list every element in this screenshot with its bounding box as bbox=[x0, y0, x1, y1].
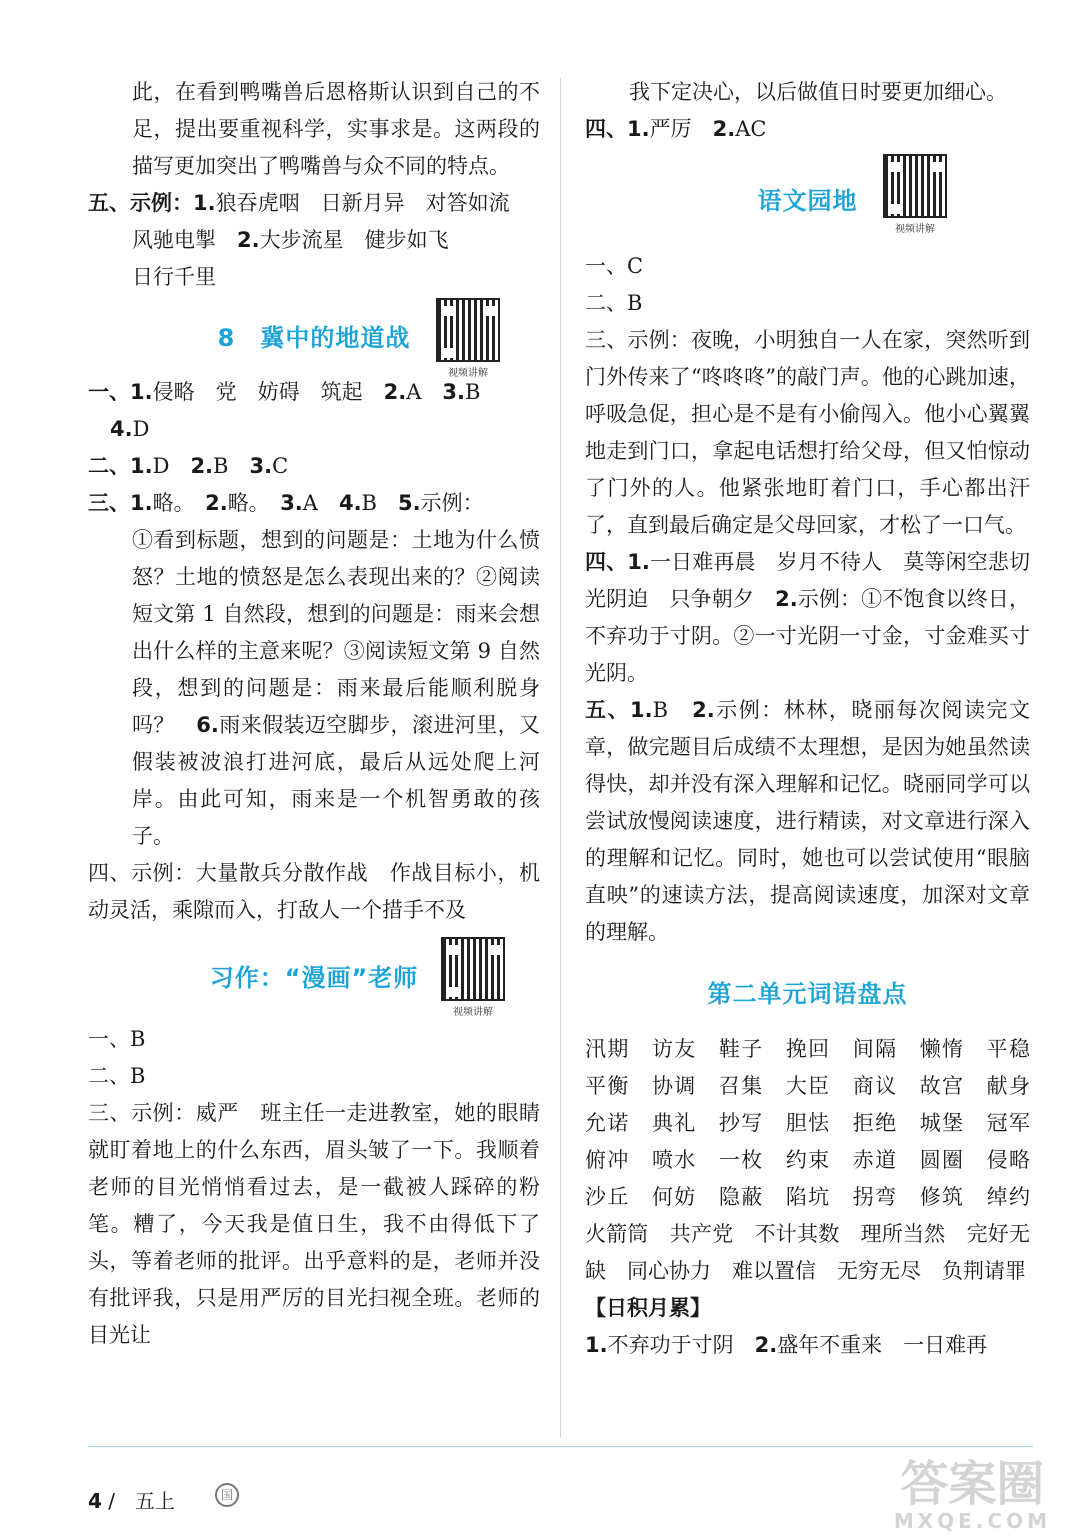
left-column bbox=[88, 74, 540, 1354]
q5-c: 大步流星 健步如飞 bbox=[259, 228, 449, 252]
s8-q2-e: C bbox=[272, 454, 289, 478]
s8-q3 bbox=[88, 485, 540, 522]
watermark-url: MXQE.COM bbox=[893, 1509, 1051, 1533]
column-divider bbox=[560, 78, 561, 1438]
r-q4-b: 2. bbox=[712, 117, 736, 141]
s8-q1-line2 bbox=[88, 411, 540, 448]
rj-1a: 不弃功于寸阴 bbox=[607, 1333, 734, 1357]
s8-q3-c: 略。 bbox=[227, 491, 260, 515]
q5-head: 五、示例：1. bbox=[88, 191, 216, 215]
s8-q1-b: 2. bbox=[383, 380, 407, 404]
watermark bbox=[893, 1456, 1051, 1534]
section-8-header bbox=[88, 296, 540, 379]
y4-b: 2. bbox=[775, 587, 798, 611]
y5-a: B bbox=[652, 698, 669, 722]
cont-line: 我下定决心，以后做值日时要更加细心。 bbox=[629, 80, 1007, 104]
qr-code-ywyd[interactable] bbox=[880, 154, 950, 235]
qr-caption: 视频讲解 bbox=[448, 368, 488, 379]
footer bbox=[88, 1485, 175, 1514]
rj-2a: 盛年不重来 一日难再 bbox=[777, 1333, 988, 1357]
s8-q4: 四、示例：大量散兵分散作战 作战目标小，机动灵活，乘隙而入，打敌人一个措手不及 bbox=[88, 861, 540, 922]
qr-code-8[interactable] bbox=[433, 298, 503, 379]
s8-q2-c: B bbox=[213, 454, 229, 478]
rjyl-heading: 【日积月累】 bbox=[585, 1296, 711, 1320]
rjyl-line bbox=[585, 1327, 1030, 1364]
s8-q1-e: B bbox=[464, 380, 481, 404]
page-number: 4 bbox=[88, 1489, 102, 1513]
s8-q3-e: A bbox=[302, 491, 318, 515]
y4-num: 四、1. bbox=[585, 550, 650, 574]
xz-header bbox=[88, 929, 540, 1021]
r-q4 bbox=[585, 111, 1030, 148]
y5-num: 五、1. bbox=[585, 698, 653, 722]
s8-q3-g: B bbox=[361, 491, 377, 515]
q5-a: 狼吞虎咽 日新月异 对答如流 bbox=[215, 191, 510, 215]
qr-code-icon bbox=[436, 298, 500, 362]
s8-q1-c: A bbox=[406, 380, 422, 404]
s8-q3-body bbox=[88, 522, 540, 855]
s8-q3-6: 6. bbox=[196, 713, 219, 737]
y5-c: 示例：林林，晓丽每次阅读完文章，做完题目后成绩不太理想，是因为她虽然读得快，却并没有深入理解和记忆。晓丽同学可以尝试放慢阅读速度，进行精读，对文章进行深入的理解和记忆。同时，她也可以尝试使用“眼脑直映”的速读方法，提高阅读速度，加深对文章的理解。 bbox=[585, 698, 1031, 944]
footer-rule bbox=[88, 1446, 1033, 1447]
s8-q3-a: 略。 bbox=[152, 491, 185, 515]
y5-b: 2. bbox=[692, 698, 715, 722]
s8-q3-num: 三、1. bbox=[88, 491, 153, 515]
watermark-title: 答案圈 bbox=[900, 1456, 1045, 1512]
q5-line2 bbox=[88, 222, 540, 259]
intro-paragraph: 此，在看到鸭嘴兽后恩格斯认识到自己的不足，提出要重视科学，实事求是。这两段的描写更加突出了鸭嘴兽与众不同的特点。 bbox=[132, 80, 540, 178]
s8-q2-d: 3. bbox=[249, 454, 273, 478]
s8-q1-num: 一、1. bbox=[88, 380, 153, 404]
s8-q3-d: 3. bbox=[280, 491, 303, 515]
r-q4-c: AC bbox=[735, 117, 767, 141]
y4 bbox=[585, 544, 1052, 692]
s8-q2-a: D bbox=[152, 454, 170, 478]
q5-line3: 日行千里 bbox=[132, 265, 216, 289]
word-list: 汛期 访友 鞋子 挽回 间隔 懒惰 平稳 平衡 协调 召集 大臣 商议 故宫 献身 允诺 典礼 抄写 胆怯 拒绝 城堡 冠军 俯冲 喷水 一枚 约束 赤道 圆圈 侵略 沙丘 何妨 隐蔽 陷坑 拐弯 修筑 绰约 火箭筒 共产党 不计其数 理所当然 完好无缺 同心协力 难以置信 无穷无尽 负荆请罪 bbox=[585, 1037, 1051, 1283]
xz-q1: 一、B bbox=[88, 1027, 146, 1051]
section-8-title: 8 冀中的地道战 bbox=[217, 323, 411, 352]
s8-q1-d: 3. bbox=[442, 380, 465, 404]
y4-c: 示例：①不饱食以终日，不弃功于寸阴。②一寸光阴一寸金，寸金难买寸光阴。 bbox=[585, 587, 1031, 685]
unit-header bbox=[585, 951, 1030, 1031]
rj-2: 2. bbox=[754, 1333, 778, 1357]
s8-q3-b: 2. bbox=[205, 491, 228, 515]
r-q4-num: 四、1. bbox=[585, 117, 650, 141]
rj-1: 1. bbox=[585, 1333, 608, 1357]
s8-q1 bbox=[88, 374, 540, 411]
s8-q3-body-text: ①看到标题，想到的问题是：土地为什么愤怒？土地的愤怒是怎么表现出来的？②阅读短文第 1 自然段，想到的问题是：雨来会想出什么样的主意来呢？③阅读短文第 9 自然段，想到的问题是：雨来最后能顺利脱身吗？ bbox=[132, 528, 540, 737]
edition-badge-icon: 国 bbox=[215, 1483, 239, 1507]
q5-b: 风驰电掣 bbox=[132, 228, 216, 252]
qr-caption: 视频讲解 bbox=[453, 1007, 493, 1018]
y3: 三、示例：夜晚，小明独自一人在家，突然听到门外传来了“咚咚咚”的敲门声。他的心跳加速，呼吸急促，担心是不是有小偷闯入。他小心翼翼地走到门口，拿起电话想打给父母，但又怕惊动了门外的人。他紧张地盯着门口，手心都出汗了，直到最后确定是父母回家，才松了一口气。 bbox=[585, 328, 1030, 537]
ywyd-title: 语文园地 bbox=[757, 186, 858, 215]
xz-q2: 二、B bbox=[88, 1064, 146, 1088]
s8-q3-i: 示例： bbox=[420, 491, 484, 515]
y1: 一、C bbox=[585, 254, 644, 278]
ywyd-header bbox=[585, 148, 1030, 248]
qr-code-xz[interactable] bbox=[438, 937, 508, 1018]
grade-label: / 五上 bbox=[108, 1489, 176, 1513]
y5 bbox=[585, 692, 1030, 951]
s8-q1-f: 4. bbox=[110, 417, 133, 441]
qr-code-icon bbox=[883, 154, 947, 218]
s8-q2-b: 2. bbox=[190, 454, 214, 478]
q5-line bbox=[88, 185, 540, 222]
r-q4-a: 严厉 bbox=[649, 117, 692, 141]
s8-q2 bbox=[88, 448, 540, 485]
s8-q3-h: 5. bbox=[397, 491, 421, 515]
y2: 二、B bbox=[585, 291, 643, 315]
xz-q3: 三、示例：威严 班主任一走进教室，她的眼睛就盯着地上的什么东西，眉头皱了一下。我顺着老师的目光悄悄看过去，是一截被人踩碎的粉笔。糟了，今天我是值日生，我不由得低下了头，等着老师的批评。出乎意料的是，老师并没有批评我，只是用严厉的目光扫视全班。老师的目光让 bbox=[88, 1101, 540, 1347]
xz-title: 习作：“漫画”老师 bbox=[209, 963, 419, 992]
right-column bbox=[585, 74, 1052, 1364]
s8-q3-body2: 雨来假装迈空脚步，滚进河里，又假装被波浪打进河底，最后从远处爬上河岸。由此可知，雨来是一个机智勇敢的孩子。 bbox=[132, 713, 541, 848]
unit-title: 第二单元词语盘点 bbox=[707, 979, 908, 1008]
y4-a: 一日难再晨 岁月不待人 莫等闲空悲切 光阴迫 只争朝夕 bbox=[585, 550, 1052, 611]
qr-code-icon bbox=[441, 937, 505, 1001]
s8-q1-g: D bbox=[132, 417, 150, 441]
s8-q3-f: 4. bbox=[338, 491, 362, 515]
s8-q2-num: 二、1. bbox=[88, 454, 153, 478]
qr-caption: 视频讲解 bbox=[895, 224, 935, 235]
q5-b2: 2. bbox=[237, 228, 260, 252]
s8-q1-a: 侵略 党 妨碍 筑起 bbox=[152, 380, 363, 404]
